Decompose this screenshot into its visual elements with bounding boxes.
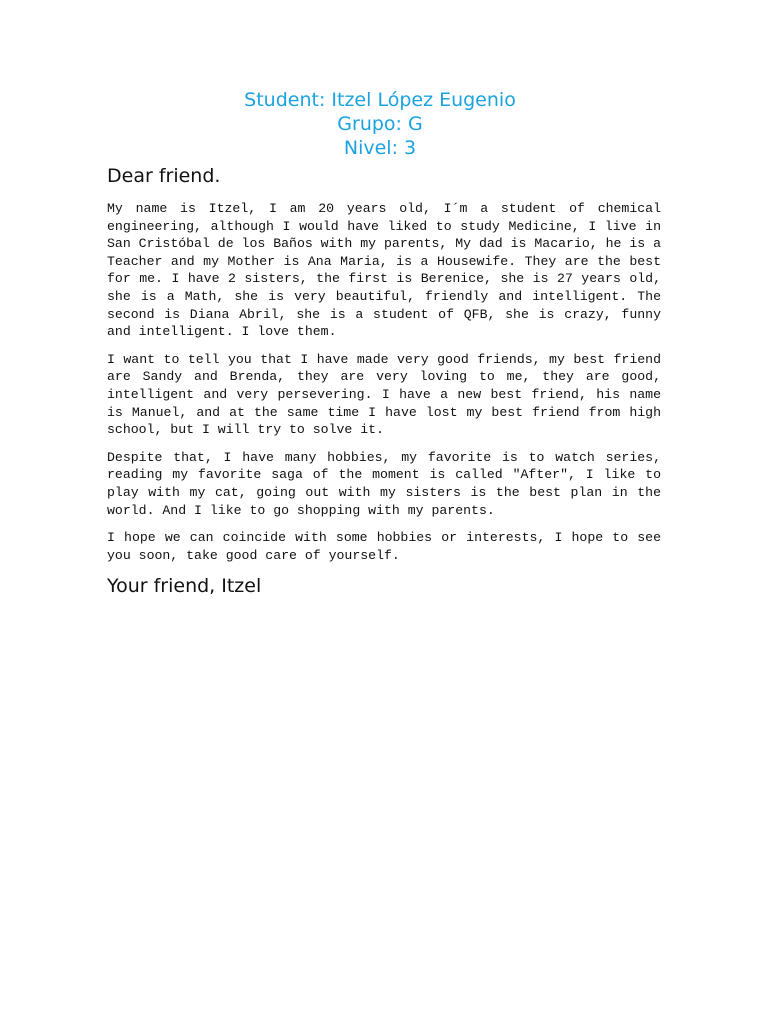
level-label: Nivel: 3	[343, 137, 417, 159]
document-page	[107, 88, 661, 598]
paragraph-4: I hope we can coincide with some hobbies or interests, I hope to see you soon, take good care of yourself.	[107, 530, 661, 563]
student-name: Student: Itzel López Eugenio	[244, 89, 516, 111]
closing-signature: Your friend, Itzel	[107, 575, 262, 598]
salutation: Dear friend.	[107, 165, 221, 187]
paragraph-1: My name is Itzel, I am 20 years old, I´m a student of chemical engineering, although I would have liked to study Medicine, I live in San Cristóbal de los Baños with my parents, My dad is Macario, he is a Teacher and my Mother is Ana Maria, is a Housewife. They are the best for me. I have 2 sisters, the first is Berenice, she is 27 years old, she is a Math, she is very beautiful, friendly and intelligent. The second is Diana Abril, she is a student of QFB, she is crazy, funny and intelligent. I love them.	[107, 201, 661, 340]
paragraph-3: Despite that, I have many hobbies, my favorite is to watch series, reading my favorite saga of the moment is called "After", I like to play with my cat, going out with my sisters is the best plan in the world. And I like to go shopping with my parents.	[107, 449, 661, 518]
paragraph-2: I want to tell you that I have made very good friends, my best friend are Sandy and Brenda, they are very loving to me, they are good, intelligent and very persevering. I have a new best friend, his name is Manuel, and at the same time I have lost my best friend from high school, but I will try to solve it.	[107, 351, 661, 438]
document-header	[103, 88, 657, 160]
group-label: Grupo: G	[337, 113, 423, 135]
